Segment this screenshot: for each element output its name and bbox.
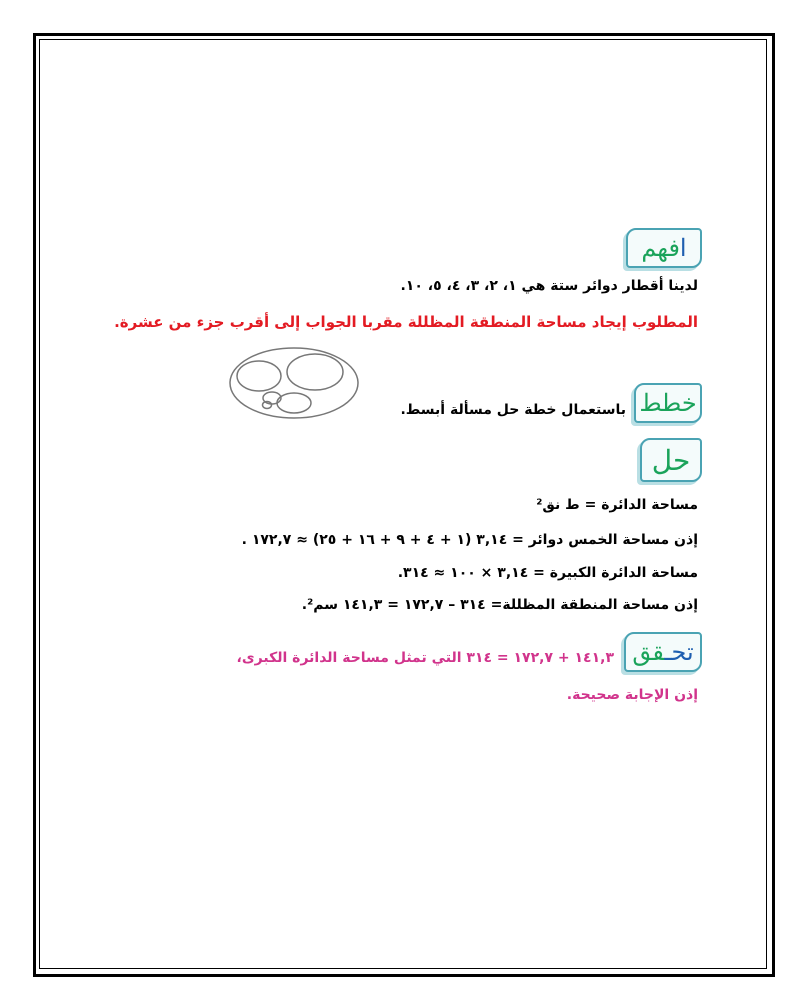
big-circle-area: مساحة الدائرة الكبيرة = ٣,١٤ × ١٠٠ ≈ ٣١٤. xyxy=(397,565,698,581)
nested-circles-figure xyxy=(228,346,360,420)
check-heading xyxy=(624,632,702,672)
solve-heading-text: حل xyxy=(651,443,691,477)
given-diameters-text: لدينا أقطار دوائر ستة هي ١، ٢، ٣، ٤، ٥، ١٠. xyxy=(400,278,698,294)
circle-5 xyxy=(287,354,343,390)
circle-3 xyxy=(277,393,311,413)
shaded-area-result: إذن مساحة المنطقة المظللة= ٣١٤ – ١٧٢,٧ = ١٤١,٣ سم². xyxy=(301,597,698,613)
check-heading-text: تحـقق xyxy=(632,638,694,666)
circle-4 xyxy=(237,361,281,391)
required-statement-text: المطلوب إيجاد مساحة المنطقة المظللة مقربا الجواب إلى أقرب جزء من عشرة. xyxy=(114,313,698,331)
check-conclusion-text: إذن الإجابة صحيحة. xyxy=(566,687,698,703)
understand-heading xyxy=(626,228,702,268)
plan-heading xyxy=(634,383,702,423)
five-circles-area: إذن مساحة الخمس دوائر = ٣,١٤ (١ + ٤ + ٩ + ١٦ + ٢٥) ≈ ١٧٢,٧ . xyxy=(241,532,698,548)
solve-heading xyxy=(640,438,702,482)
check-sum-text: ١٤١,٣ + ١٧٢,٧ = ٣١٤ التي تمثل مساحة الدائرة الكبرى، xyxy=(236,650,614,666)
plan-heading-text: خطط xyxy=(639,389,697,417)
understand-heading-text: افهم xyxy=(641,234,687,262)
circle-area-formula: مساحة الدائرة = ط نق² xyxy=(536,497,698,513)
plan-text: باستعمال خطة حل مسألة أبسط. xyxy=(400,402,626,418)
